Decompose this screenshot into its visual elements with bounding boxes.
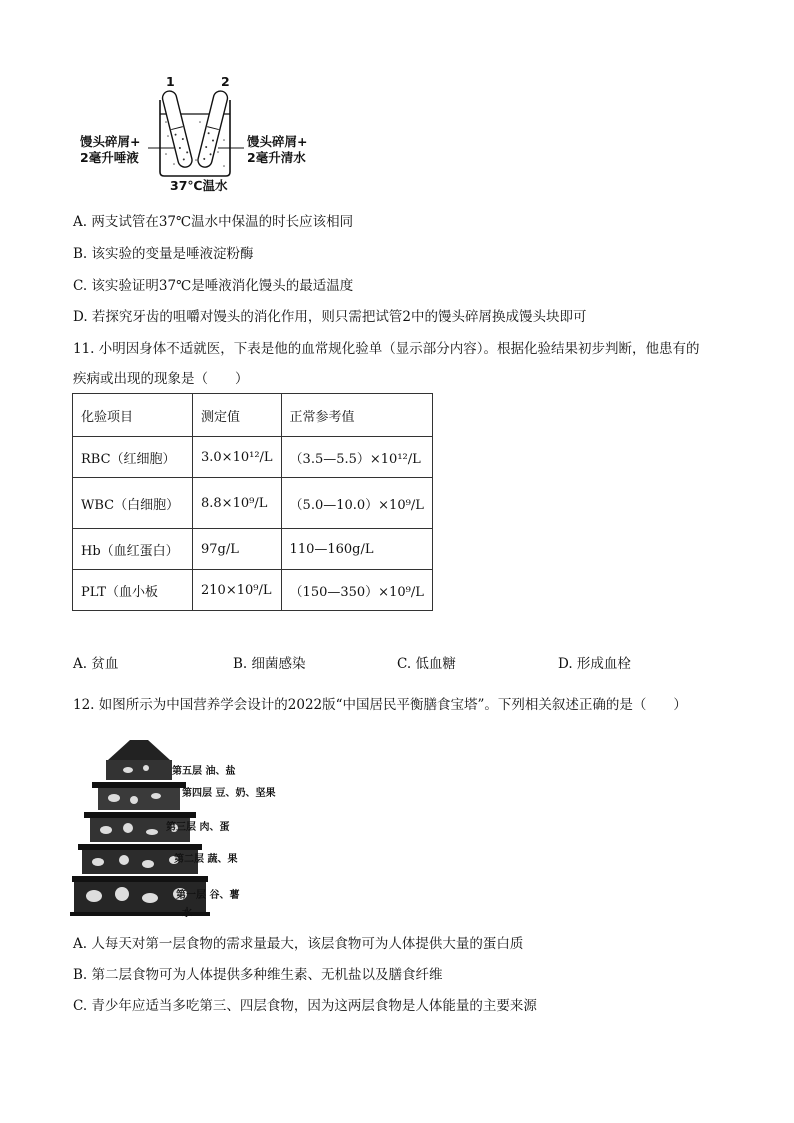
pyramid-label-tier5: 第五层 油、盐 bbox=[172, 766, 236, 777]
cell-item: Hb（血红蛋白） bbox=[73, 529, 193, 570]
blood-test-table bbox=[72, 393, 433, 611]
q10-option-c: C. 该实验证明37℃是唾液消化馒头的最适温度 bbox=[73, 278, 354, 294]
cell-reference: （3.5—5.5）×10¹²/L bbox=[281, 437, 432, 478]
q10-option-b: B. 该实验的变量是唾液淀粉酶 bbox=[73, 246, 254, 262]
table-row bbox=[73, 570, 433, 611]
header-item: 化验项目 bbox=[73, 394, 193, 437]
cell-item: RBC（红细胞） bbox=[73, 437, 193, 478]
pyramid-label-tier4: 第四层 豆、奶、坚果 bbox=[182, 788, 276, 799]
cell-item: WBC（白细胞） bbox=[73, 478, 193, 529]
pyramid-label-tier1: 第一层 谷、薯 bbox=[176, 890, 240, 901]
q12-option-a: A. 人每天对第一层食物的需求量最大，该层食物可为人体提供大量的蛋白质 bbox=[73, 936, 524, 952]
tube-2-number: 2 bbox=[221, 74, 230, 89]
cell-value: 210×10⁹/L bbox=[193, 570, 282, 611]
tube-1-number: 1 bbox=[166, 74, 175, 89]
q12-stem: 12. 如图所示为中国营养学会设计的2022版“中国居民平衡膳食宝塔”。下列相关叙述正确的是（ ） bbox=[73, 697, 687, 713]
table-row bbox=[73, 478, 433, 529]
q11-option-a: A. 贫血 bbox=[73, 656, 119, 672]
header-value: 测定值 bbox=[193, 394, 282, 437]
beaker-figure bbox=[78, 72, 318, 197]
bottom-label: 37℃温水 bbox=[170, 178, 228, 193]
table-row bbox=[73, 437, 433, 478]
cell-reference: （5.0—10.0）×10⁹/L bbox=[281, 478, 432, 529]
header-reference: 正常参考值 bbox=[281, 394, 432, 437]
pyramid-label-tier3: 第三层 肉、蛋 bbox=[166, 822, 230, 833]
q11-option-c: C. 低血糖 bbox=[397, 656, 456, 672]
right-label-line1: 馒头碎屑+ bbox=[247, 134, 308, 149]
table-header-row bbox=[73, 394, 433, 437]
cell-reference: 110—160g/L bbox=[281, 529, 432, 570]
cell-value: 97g/L bbox=[193, 529, 282, 570]
q11-stem-line2: 疾病或出现的现象是（ ） bbox=[73, 371, 249, 387]
cell-reference: （150—350）×10⁹/L bbox=[281, 570, 432, 611]
q11-stem-line1: 11. 小明因身体不适就医，下表是他的血常规化验单（显示部分内容）。根据化验结果初步判断，他患有的 bbox=[73, 341, 700, 357]
right-label-line2: 2毫升清水 bbox=[247, 150, 306, 165]
left-label-line2: 2毫升唾液 bbox=[80, 150, 139, 165]
left-label-line1: 馒头碎屑+ bbox=[80, 134, 141, 149]
q11-option-b: B. 细菌感染 bbox=[233, 656, 306, 672]
cell-value: 8.8×10⁹/L bbox=[193, 478, 282, 529]
q12-option-b: B. 第二层食物可为人体提供多种维生素、无机盐以及膳食纤维 bbox=[73, 967, 443, 983]
cell-item: PLT（血小板 bbox=[73, 570, 193, 611]
table-row bbox=[73, 529, 433, 570]
q10-option-a: A. 两支试管在37℃温水中保温的时长应该相同 bbox=[73, 214, 354, 230]
food-pyramid-figure bbox=[70, 738, 276, 919]
pyramid-label-water: 水 bbox=[182, 908, 192, 919]
q11-option-d: D. 形成血栓 bbox=[558, 656, 631, 672]
q12-option-c: C. 青少年应适当多吃第三、四层食物，因为这两层食物是人体能量的主要来源 bbox=[73, 998, 537, 1014]
cell-value: 3.0×10¹²/L bbox=[193, 437, 282, 478]
q10-option-d: D. 若探究牙齿的咀嚼对馒头的消化作用，则只需把试管2中的馒头碎屑换成馒头块即可 bbox=[73, 309, 587, 325]
pyramid-label-tier2: 第二层 蔬、果 bbox=[174, 854, 238, 865]
